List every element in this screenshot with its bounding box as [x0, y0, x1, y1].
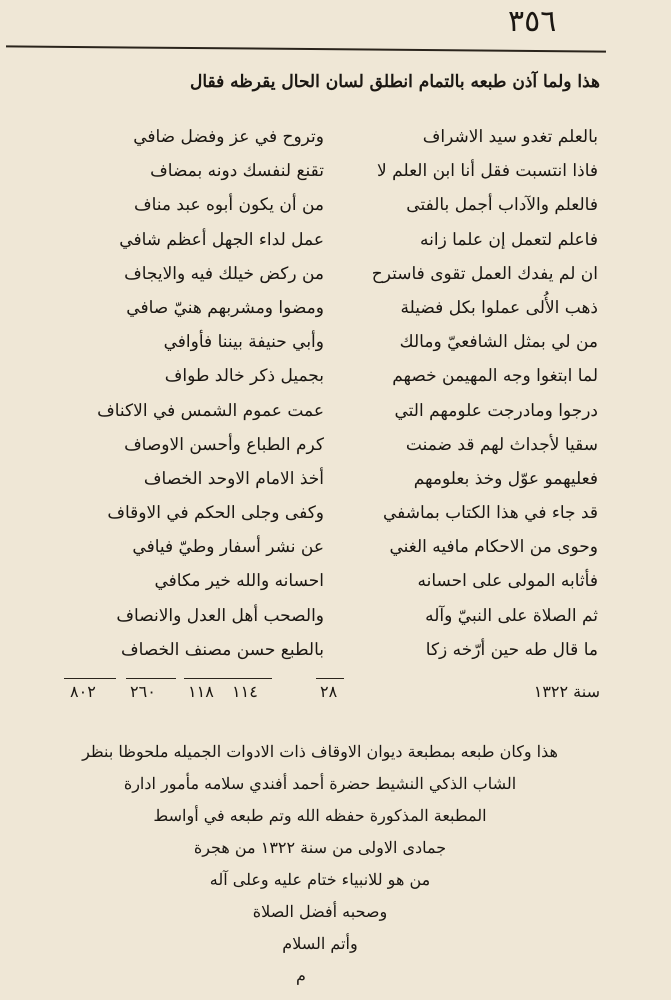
chronogram-value: ٢٨ [320, 682, 338, 701]
colophon-line: وأتم السلام [282, 934, 358, 953]
signature-mark: م [296, 966, 306, 985]
verse-line: أخذ الامام الاوحد الخصاف [143, 468, 324, 489]
chronogram-rule [126, 678, 176, 679]
colophon-line: جمادى الاولى من سنة ١٣٢٢ من هجرة [193, 838, 447, 857]
verse-line: فأثابه المولى على احسانه [417, 571, 598, 592]
chronogram-value: ٢٦٠ [130, 682, 156, 701]
chronogram-value: ١١٨ [188, 682, 214, 701]
verse-line: وحوى من الاحكام مافيه الغني [389, 537, 598, 558]
verse-line: والصحب أهل العدل والانصاف [116, 605, 324, 626]
verse-line: فالعلم والآداب أجمل بالفتى [406, 195, 598, 216]
chronogram-value: ١١٤ [232, 682, 258, 701]
verse-line: لما ابتغوا وجه المهيمن خصهم [392, 366, 598, 387]
header-rule [6, 45, 606, 52]
verse-line: من لي بمثل الشافعيّ ومالك [399, 332, 598, 353]
verse-line: وتروح في عز وفضل ضافي [133, 127, 324, 147]
verse-line: فاذا انتسبت فقل أنا ابن العلم لا [377, 161, 598, 182]
verse-line: ومضوا ومشربهم هنيّ صافي [126, 297, 324, 318]
colophon [40, 736, 600, 960]
verse-line: من ركض خيلك فيه والايجاف [124, 263, 324, 284]
chronogram-label: سنة ١٣٢٢ [533, 682, 600, 701]
chronogram-value: ٨٠٢ [70, 682, 96, 701]
verse-line: من أن يكون أبوه عبد مناف [133, 195, 324, 216]
verse-line: كرم الطباع وأحسن الاوصاف [124, 434, 324, 455]
verse-line: وكفى وجلى الحكم في الاوقاف [107, 503, 324, 524]
chronogram-rule [184, 678, 228, 679]
verse-line: تقنع لنفسك دونه بمضاف [150, 161, 324, 182]
verse-line: عن نشر أسفار وطيّ فيافي [132, 537, 324, 558]
colophon-line: المطبعة المذكورة حفظه الله وتم طبعه في أواسط [153, 806, 487, 825]
verse-line: فاعلم لتعمل إن علما زانه [420, 229, 598, 250]
poem-right-column [320, 120, 598, 667]
verse-line: بجميل ذكر خالد طواف [164, 366, 324, 387]
colophon-line: من هو للانبياء ختام عليه وعلى آله [209, 870, 431, 889]
verse-line: قد جاء في هذا الكتاب بماشفي [382, 503, 598, 524]
verse-line: بالطبع حسن مصنف الخصاف [120, 639, 324, 660]
verse-line: فعليهمو عوّل وخذ بعلومهم [413, 468, 598, 489]
verse-line: سقيا لأجداث لهم قد ضمنت [405, 434, 598, 455]
verse-line: ما قال طه حين أرّخه زكا [425, 639, 598, 660]
colophon-line: الشاب الذكي النشيط حضرة أحمد أفندي سلامه مأمور ادارة [123, 774, 517, 793]
poem-left-column [60, 120, 324, 667]
chronogram-rule [64, 678, 116, 679]
verse-line: عمل لداء الجهل أعظم شافي [119, 229, 324, 250]
verse-line: ذهب الأُلى عملوا بكل فضيلة [400, 297, 598, 318]
verse-line: احسانه والله خير مكافي [154, 571, 324, 592]
verse-line: بالعلم تغدو سيد الاشراف [422, 127, 598, 147]
verse-line: وأبي حنيفة بيننا فأوافي [163, 332, 324, 353]
verse-line: ثم الصلاة على النبيّ وآله [425, 605, 598, 626]
colophon-line: وصحبه أفضل الصلاة [252, 902, 388, 921]
colophon-line: هذا وكان طبعه بمطبعة ديوان الاوقاف ذات الادوات الجميله ملحوظا بنظر [82, 742, 558, 761]
verse-line: درجوا ومادرجت علومهم التي [394, 400, 598, 421]
page-number: ٣٥٦ [508, 4, 557, 39]
verse-line: ان لم يفدك العمل تقوى فاسترح [371, 263, 598, 284]
chronogram-rule [228, 678, 272, 679]
poem-intro: هذا ولما آذن طبعه بالتمام انطلق لسان الحال يقرظه فقال [189, 72, 600, 92]
verse-line: عمت عموم الشمس في الاكناف [97, 400, 324, 421]
chronogram-rule [316, 678, 344, 679]
